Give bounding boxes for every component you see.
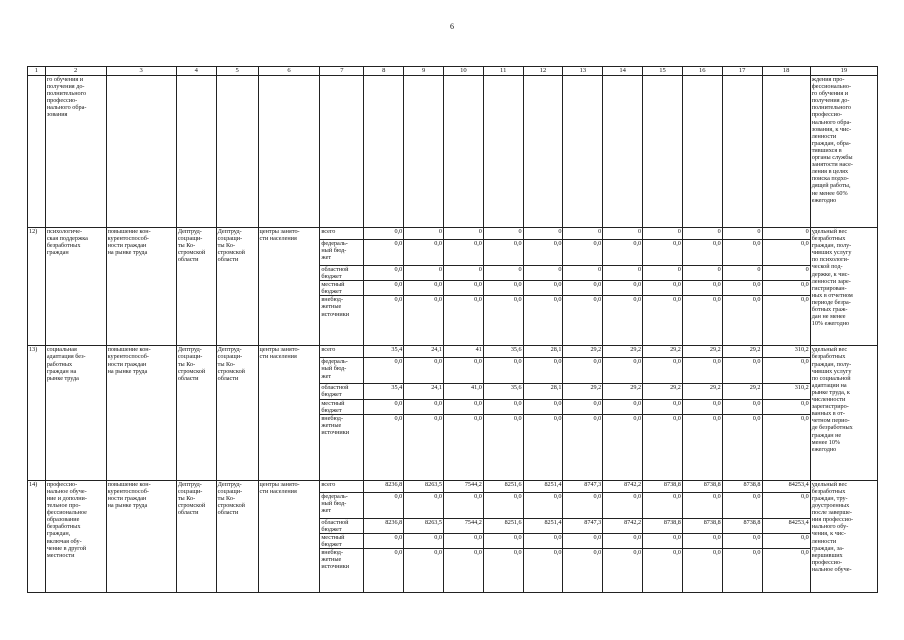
header-col-5: 5 — [216, 67, 258, 76]
amount-cell: 0,0 — [762, 358, 810, 384]
amount-cell: 0,0 — [682, 240, 722, 266]
measure-goal: повышение кон- курентоспособ- ности граждан на рынке труда — [106, 480, 176, 592]
amount-cell: 0,0 — [404, 281, 444, 296]
budget-row — [28, 346, 878, 358]
header-col-19: 19 — [810, 67, 877, 76]
amount-cell: 0,0 — [722, 492, 762, 518]
amount-cell: 7544,2 — [444, 518, 484, 533]
participants: центры занято- сти населения — [258, 346, 320, 480]
amount-cell: 0 — [523, 266, 563, 281]
measure-name: социальная адаптация без- работных граждан на рынке труда — [45, 346, 106, 480]
amount-cell: 0,0 — [603, 414, 643, 480]
amount-cell: 8738,8 — [643, 518, 683, 533]
amount-cell: 0,0 — [722, 358, 762, 384]
amount-cell: 0,0 — [682, 414, 722, 480]
amount-cell: 0 — [762, 266, 810, 281]
amount-cell: 29,2 — [682, 384, 722, 399]
amount-cell: 29,2 — [643, 384, 683, 399]
amount-cell: 0,0 — [563, 549, 603, 593]
amount-cell: 0,0 — [444, 240, 484, 266]
amount-cell: 8738,8 — [682, 518, 722, 533]
header-col-11: 11 — [483, 67, 523, 76]
amount-cell: 8738,8 — [643, 480, 683, 492]
amount-cell: 0,0 — [643, 533, 683, 548]
amount-cell: 8738,8 — [722, 480, 762, 492]
amount-cell: 28,1 — [523, 346, 563, 358]
amount-cell: 0,0 — [563, 296, 603, 346]
amount-cell: 0,0 — [444, 358, 484, 384]
funding-source: всего — [320, 228, 364, 240]
funding-source: федераль- ный бюд- жет — [320, 358, 364, 384]
amount-cell: 0,0 — [444, 492, 484, 518]
amount-cell: 0,0 — [603, 399, 643, 414]
amount-cell: 35,4 — [364, 384, 404, 399]
amount-cell: 0,0 — [404, 414, 444, 480]
amount-cell: 0 — [444, 228, 484, 240]
amount-cell: 0,0 — [762, 533, 810, 548]
amount-cell: 0,0 — [722, 414, 762, 480]
amount-cell: 0,0 — [364, 240, 404, 266]
amount-cell: 7544,2 — [444, 480, 484, 492]
amount-cell: 0,0 — [364, 533, 404, 548]
amount-cell: 0,0 — [603, 281, 643, 296]
amount-cell: 0,0 — [643, 414, 683, 480]
amount-cell: 0,0 — [404, 533, 444, 548]
amount-cell: 0,0 — [722, 296, 762, 346]
funding-source: федераль- ный бюд- жет — [320, 240, 364, 266]
amount-cell: 0,0 — [364, 228, 404, 240]
amount-cell: 0,0 — [682, 358, 722, 384]
amount-cell: 0 — [483, 266, 523, 281]
amount-cell: 310,2 — [762, 346, 810, 358]
amount-cell: 29,2 — [643, 346, 683, 358]
amount-cell: 0,0 — [603, 549, 643, 593]
amount-cell: 0,0 — [404, 399, 444, 414]
amount-cell: 0,0 — [682, 296, 722, 346]
amount-cell: 0,0 — [404, 240, 444, 266]
responsible-executor: Дептруд- соцзащи- ты Ко- стромской области — [176, 346, 216, 480]
amount-cell: 0,0 — [444, 281, 484, 296]
funding-source: областной бюджет — [320, 518, 364, 533]
amount-cell: 24,1 — [404, 346, 444, 358]
amount-cell: 28,1 — [523, 384, 563, 399]
header-col-17: 17 — [722, 67, 762, 76]
amount-cell: 84253,4 — [762, 518, 810, 533]
amount-cell: 0,0 — [563, 358, 603, 384]
amount-cell: 0,0 — [404, 358, 444, 384]
row-number — [28, 76, 46, 228]
amount-cell: 29,2 — [603, 384, 643, 399]
amount-cell: 8251,6 — [483, 518, 523, 533]
amount-cell: 29,2 — [563, 384, 603, 399]
amount-cell: 0,0 — [682, 492, 722, 518]
header-col-15: 15 — [643, 67, 683, 76]
amount-cell: 0,0 — [364, 492, 404, 518]
page-number: 6 — [450, 22, 454, 31]
target-indicator: ждения про- фессионально- го обучения и получения до- полнительного профессио- нального обра- зования, к чис- ленности граждан, обра- тившихся в органы службы занятости насе- ления в целях поиска подхо- дящей работы, не менее 60% ежегодно — [810, 76, 877, 228]
target-indicator: удельный вес безработных граждан, полу- чивших услугу по психологи- ческой под- держке, к чис- ленности заре- гистрирован- ных в отчетном периоде безра- ботных граж- дан не менее 10% ежегодно — [810, 228, 877, 346]
budget-row — [28, 228, 878, 240]
funding-source: федераль- ный бюд- жет — [320, 492, 364, 518]
amount-cell: 0,0 — [444, 414, 484, 480]
funding-source: внебюд- жетные источники — [320, 414, 364, 480]
amount-cell: 29,2 — [563, 346, 603, 358]
amount-cell: 0,0 — [523, 296, 563, 346]
amount-cell: 0 — [563, 266, 603, 281]
amount-cell: 0,0 — [523, 549, 563, 593]
amount-cell: 41 — [444, 346, 484, 358]
amount-cell: 0 — [722, 228, 762, 240]
amount-cell: 0,0 — [404, 549, 444, 593]
amount-cell: 0,0 — [523, 399, 563, 414]
funding-source: всего — [320, 346, 364, 358]
amount-cell: 8747,3 — [563, 480, 603, 492]
program-table — [27, 66, 878, 593]
amount-cell: 0,0 — [603, 492, 643, 518]
funding-source: областной бюджет — [320, 384, 364, 399]
header-col-8: 8 — [364, 67, 404, 76]
continuation-row — [28, 76, 878, 228]
amount-cell: 0 — [603, 228, 643, 240]
amount-cell: 0,0 — [682, 549, 722, 593]
amount-cell: 0,0 — [722, 549, 762, 593]
amount-cell: 0,0 — [364, 266, 404, 281]
amount-cell: 0,0 — [762, 414, 810, 480]
amount-cell: 0,0 — [682, 281, 722, 296]
amount-cell: 0,0 — [643, 240, 683, 266]
amount-cell: 8236,8 — [364, 518, 404, 533]
measure-goal: повышение кон- курентоспособ- ности граждан на рынке труда — [106, 346, 176, 480]
header-col-14: 14 — [603, 67, 643, 76]
measure-number: 12) — [28, 228, 46, 346]
amount-cell: 0,0 — [364, 358, 404, 384]
amount-cell: 0,0 — [364, 549, 404, 593]
participants: центры занято- сти населения — [258, 228, 320, 346]
amount-cell: 84253,4 — [762, 480, 810, 492]
amount-cell: 0,0 — [483, 399, 523, 414]
amount-cell: 0,0 — [563, 281, 603, 296]
amount-cell: 0,0 — [444, 399, 484, 414]
amount-cell: 8742,2 — [603, 480, 643, 492]
amount-cell: 35,6 — [483, 346, 523, 358]
measure-name: психологиче- ская поддержка безработных граждан — [45, 228, 106, 346]
amount-cell: 0,0 — [603, 240, 643, 266]
amount-cell: 0,0 — [523, 281, 563, 296]
amount-cell: 0,0 — [483, 240, 523, 266]
funding-source: областной бюджет — [320, 266, 364, 281]
header-col-7: 7 — [320, 67, 364, 76]
amount-cell: 0 — [603, 266, 643, 281]
amount-cell: 0,0 — [762, 240, 810, 266]
co-executor: Дептруд- соцзащи- ты Ко- стромской области — [216, 228, 258, 346]
amount-cell: 0,0 — [523, 358, 563, 384]
amount-cell: 0,0 — [563, 492, 603, 518]
header-col-1: 1 — [28, 67, 46, 76]
measure-goal: повышение кон- курентоспособ- ности граждан на рынке труда — [106, 228, 176, 346]
header-row — [28, 67, 878, 76]
amount-cell: 0,0 — [404, 296, 444, 346]
target-indicator: удельный вес безработных граждан, полу- чивших услугу по социальной адаптации на рынке труда, к численности зарегистриро- ванных в от- четном перио- де безработных граждан не менее 10% ежегодно — [810, 346, 877, 480]
amount-cell: 0,0 — [483, 281, 523, 296]
amount-cell: 0,0 — [603, 296, 643, 346]
amount-cell: 0,0 — [762, 399, 810, 414]
amount-cell: 0 — [682, 266, 722, 281]
co-executor: Дептруд- соцзащи- ты Ко- стромской области — [216, 480, 258, 592]
amount-cell: 0,0 — [762, 281, 810, 296]
measure-number: 14) — [28, 480, 46, 592]
amount-cell: 35,4 — [364, 346, 404, 358]
amount-cell: 8251,4 — [523, 518, 563, 533]
amount-cell: 0,0 — [364, 399, 404, 414]
amount-cell: 0,0 — [722, 281, 762, 296]
funding-source: местный бюджет — [320, 281, 364, 296]
amount-cell: 35,6 — [483, 384, 523, 399]
funding-source: всего — [320, 480, 364, 492]
amount-cell: 0,0 — [563, 414, 603, 480]
amount-cell: 0,0 — [563, 399, 603, 414]
amount-cell: 0 — [523, 228, 563, 240]
header-col-3: 3 — [106, 67, 176, 76]
funding-source: внебюд- жетные источники — [320, 296, 364, 346]
amount-cell: 0,0 — [483, 533, 523, 548]
header-col-12: 12 — [523, 67, 563, 76]
amount-cell: 0,0 — [643, 549, 683, 593]
amount-cell: 0,0 — [682, 399, 722, 414]
amount-cell: 8236,8 — [364, 480, 404, 492]
amount-cell: 0,0 — [444, 296, 484, 346]
header-col-9: 9 — [404, 67, 444, 76]
amount-cell: 8263,5 — [404, 480, 444, 492]
amount-cell: 0,0 — [603, 533, 643, 548]
amount-cell: 0,0 — [762, 296, 810, 346]
amount-cell: 0,0 — [722, 533, 762, 548]
header-col-6: 6 — [258, 67, 320, 76]
amount-cell: 0,0 — [483, 414, 523, 480]
amount-cell: 0,0 — [762, 492, 810, 518]
amount-cell: 0,0 — [643, 399, 683, 414]
amount-cell: 0 — [722, 266, 762, 281]
amount-cell: 8738,8 — [682, 480, 722, 492]
amount-cell: 29,2 — [682, 346, 722, 358]
amount-cell: 29,2 — [722, 384, 762, 399]
amount-cell: 0,0 — [643, 281, 683, 296]
amount-cell: 0,0 — [483, 492, 523, 518]
header-col-13: 13 — [563, 67, 603, 76]
amount-cell: 0,0 — [523, 240, 563, 266]
amount-cell: 0,0 — [364, 281, 404, 296]
amount-cell: 0,0 — [404, 492, 444, 518]
amount-cell: 0,0 — [364, 414, 404, 480]
budget-row — [28, 480, 878, 492]
amount-cell: 0,0 — [523, 492, 563, 518]
funding-source: местный бюджет — [320, 533, 364, 548]
co-executor: Дептруд- соцзащи- ты Ко- стромской области — [216, 346, 258, 480]
amount-cell: 0,0 — [682, 533, 722, 548]
responsible-executor: Дептруд- соцзащи- ты Ко- стромской области — [176, 480, 216, 592]
header-col-10: 10 — [444, 67, 484, 76]
amount-cell: 0,0 — [483, 296, 523, 346]
amount-cell: 0,0 — [444, 533, 484, 548]
amount-cell: 0,0 — [603, 358, 643, 384]
amount-cell: 0 — [762, 228, 810, 240]
measure-name: профессио- нальное обуче- ние и дополни- тельное про- фессиональное образование безработных граждан, включая обу- чение в другой местности — [45, 480, 106, 592]
header-col-16: 16 — [682, 67, 722, 76]
amount-cell: 0 — [643, 228, 683, 240]
amount-cell: 8742,2 — [603, 518, 643, 533]
header-col-18: 18 — [762, 67, 810, 76]
amount-cell: 0,0 — [364, 296, 404, 346]
funding-source: местный бюджет — [320, 399, 364, 414]
amount-cell: 0,0 — [563, 533, 603, 548]
amount-cell: 0,0 — [563, 240, 603, 266]
amount-cell: 8747,3 — [563, 518, 603, 533]
amount-cell: 0,0 — [444, 549, 484, 593]
amount-cell: 0 — [483, 228, 523, 240]
amount-cell: 0 — [404, 266, 444, 281]
amount-cell: 0,0 — [643, 296, 683, 346]
amount-cell: 310,2 — [762, 384, 810, 399]
target-indicator: удельный вес безработных граждан, тру- доустроенных после заверше- ния профессио- нального обу- чения, к чис- ленности граждан, за- вершивших профессио- нальное обуче- — [810, 480, 877, 592]
amount-cell: 0,0 — [722, 399, 762, 414]
measure-number: 13) — [28, 346, 46, 480]
amount-cell: 0,0 — [483, 358, 523, 384]
amount-cell: 8251,4 — [523, 480, 563, 492]
amount-cell: 0,0 — [722, 240, 762, 266]
amount-cell: 0 — [682, 228, 722, 240]
amount-cell: 8251,6 — [483, 480, 523, 492]
amount-cell: 0,0 — [523, 533, 563, 548]
amount-cell: 8738,8 — [722, 518, 762, 533]
amount-cell: 0,0 — [483, 549, 523, 593]
participants: центры занято- сти населения — [258, 480, 320, 592]
measure-name: го обучения и получения до- полнительного профессио- нального обра- зования — [45, 76, 106, 228]
amount-cell: 0,0 — [523, 414, 563, 480]
amount-cell: 0 — [404, 228, 444, 240]
amount-cell: 0 — [643, 266, 683, 281]
amount-cell: 0,0 — [643, 358, 683, 384]
amount-cell: 0,0 — [643, 492, 683, 518]
funding-source: внебюд- жетные источники — [320, 549, 364, 593]
responsible-executor: Дептруд- соцзащи- ты Ко- стромской области — [176, 228, 216, 346]
header-col-2: 2 — [45, 67, 106, 76]
amount-cell: 0 — [444, 266, 484, 281]
amount-cell: 29,2 — [722, 346, 762, 358]
header-col-4: 4 — [176, 67, 216, 76]
amount-cell: 29,2 — [603, 346, 643, 358]
amount-cell: 8263,5 — [404, 518, 444, 533]
amount-cell: 24,1 — [404, 384, 444, 399]
amount-cell: 0,0 — [762, 549, 810, 593]
amount-cell: 0 — [563, 228, 603, 240]
amount-cell: 41,0 — [444, 384, 484, 399]
